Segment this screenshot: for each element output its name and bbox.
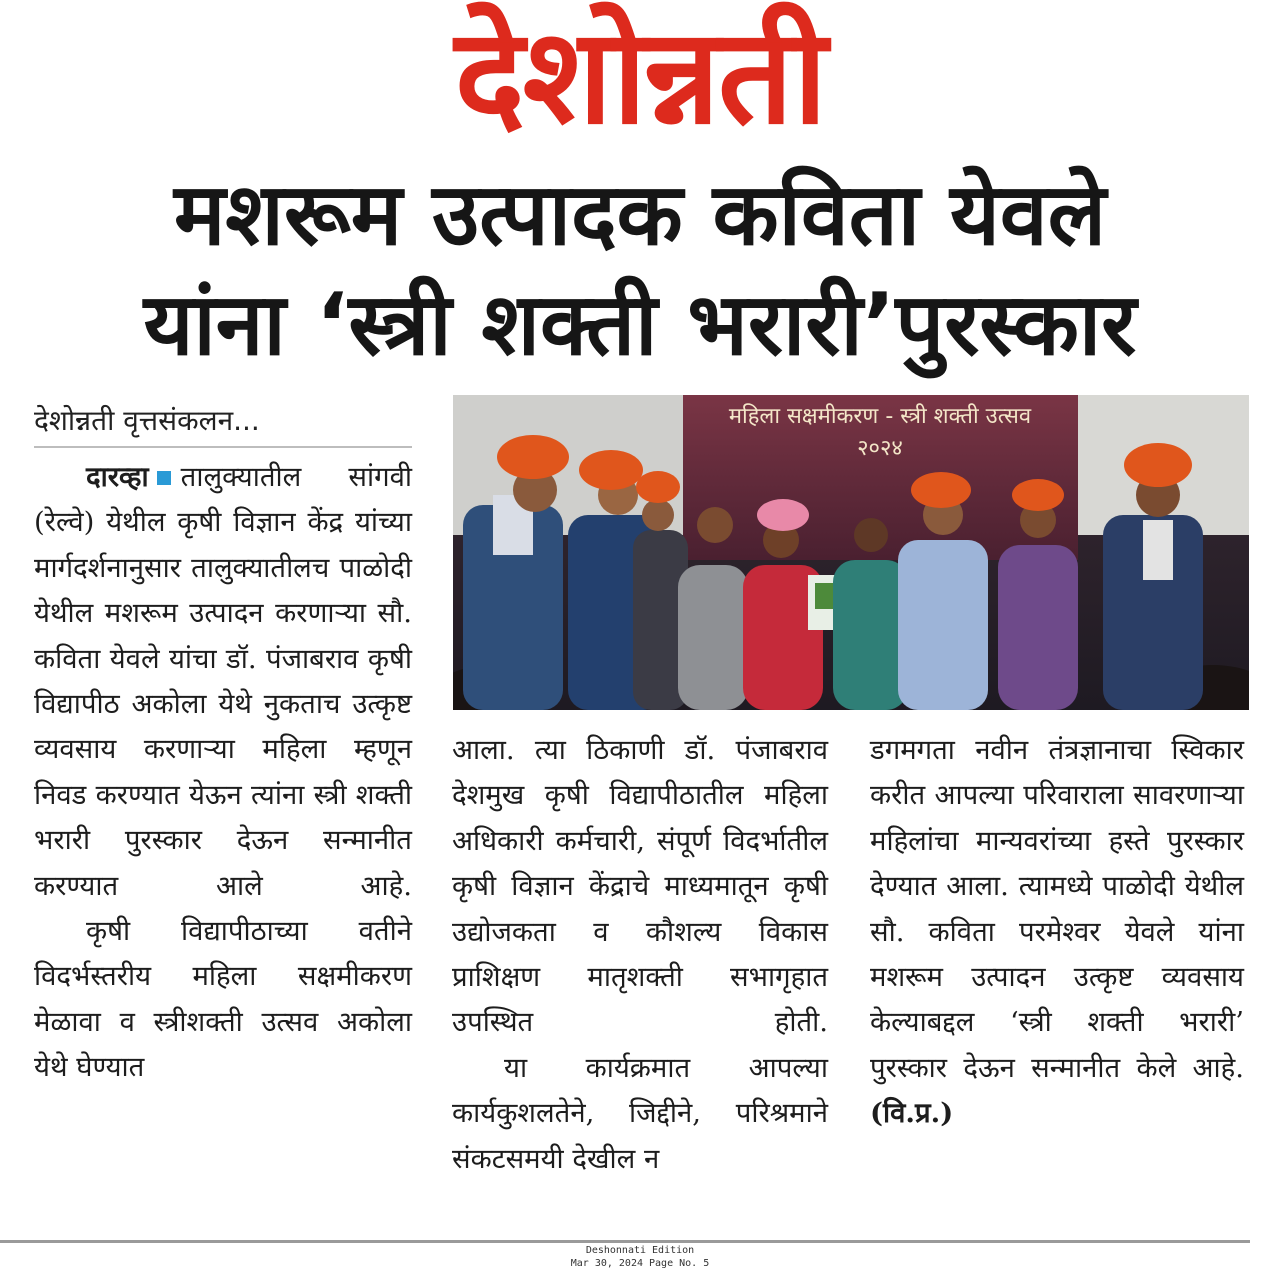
banner-year: २०२४ [857,436,903,461]
page-bottom-divider [0,1240,1250,1243]
edition-date-page: Mar 30, 2024 Page No. 5 [570,1258,710,1269]
article-column-2 [452,728,828,1182]
paragraph: आला. त्या ठिकाणी डॉ. पंजाबराव देशमुख कृषी विद्यापीठातील महिला अधिकारी कर्मचारी, संपूर्ण विदर्भातील कृषी विज्ञान केंद्राचे माध्यमातून कृषी उद्योजकता व कौशल्य विकास प्राशिक्षण मातृशक्ती सभागृहात उपस्थित होती. [452,734,828,1039]
headline-line-2: यांना ‘स्त्री शक्ती भरारी’पुरस्कार [143,275,1137,375]
article-column-3 [870,728,1244,1137]
article-column-1 [34,455,412,1091]
byline: देशोन्नती वृत्तसंकलन... [34,404,260,437]
paragraph: या कार्यक्रमात आपल्या कार्यकुशलतेने, जिद्दीने, परिश्रमाने संकटसमयी देखील न [452,1051,828,1175]
dateline: दारव्हा [86,461,149,493]
masthead-title: देशोन्नती [454,0,826,154]
signoff: (वि.प्र.) [870,1097,954,1130]
banner-text: महिला सक्षमीकरण - स्त्री शक्ती उत्सव [728,404,1032,429]
edition-footer [0,1244,1280,1270]
bullet-square-icon [157,471,171,485]
paragraph: तालुक्यातील सांगवी (रेल्वे) येथील कृषी विज्ञान केंद्र यांच्या मार्गदर्शनानुसार तालुक्यातीलच पाळोदी येथील मशरूम उत्पादन करणाऱ्या सौ. कविता येवले यांचा डॉ. पंजाबराव कृषी विद्यापीठ अकोला येथे नुकताच उत्कृष्ट व्यवसाय करणाऱ्या महिला म्हणून निवड करण्यात येऊन त्यांना स्त्री शक्ती भरारी पुरस्कार देऊन सन्मानीत करण्यात आले आहे. [34,461,412,902]
headline-line-1: मशरूम उत्पादक कविता येवले [173,165,1107,265]
edition-name: Deshonnati Edition [585,1245,695,1256]
paragraph: कृषी विद्यापीठाच्या वतीने विदर्भस्तरीय महिला सक्षमीकरण मेळावा व स्त्रीशक्ती उत्सव अकोला येथे घेण्यात [34,915,412,1084]
news-photo [453,395,1249,710]
byline-divider [34,446,412,448]
paragraph: डगमगता नवीन तंत्रज्ञानाचा स्विकार करीत आपल्या परिवाराला सावरणाऱ्या महिलांचा मान्यवरांच्या हस्ते पुरस्कार देण्यात आला. त्यामध्ये पाळोदी येथील सौ. कविता परमेश्वर येवले यांना मशरूम उत्पादन उत्कृष्ट व्यवसाय केल्याबद्दल ‘स्त्री शक्ती भरारी’ पुरस्कार देऊन सन्मानीत केले आहे. [870,734,1244,1084]
